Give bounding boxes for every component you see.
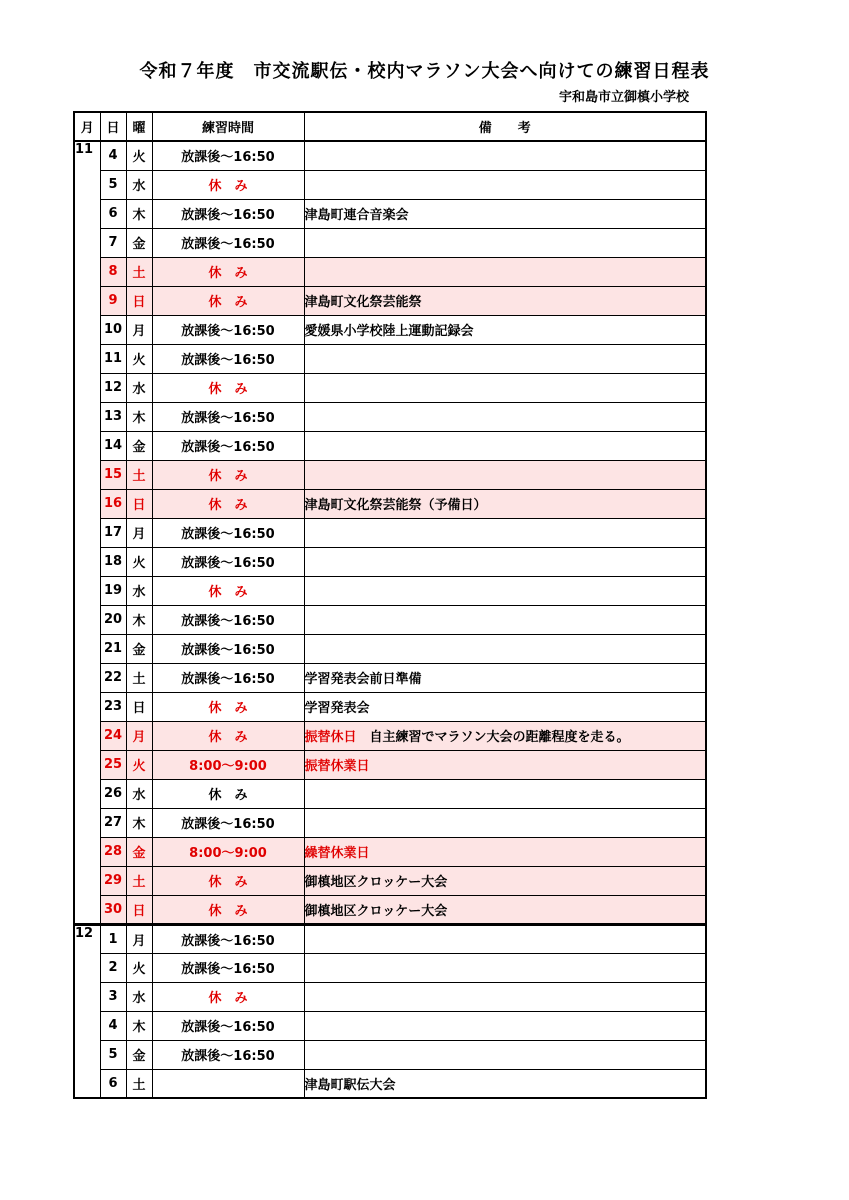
weekday-cell: 日	[126, 286, 152, 315]
weekday-cell: 水	[126, 170, 152, 199]
day-cell: 4	[100, 1011, 126, 1040]
remarks-cell: 愛媛県小学校陸上運動記録会	[304, 315, 706, 344]
day-cell: 17	[100, 518, 126, 547]
day-cell: 9	[100, 286, 126, 315]
practice-time-cell: 休 み	[152, 170, 304, 199]
table-row	[74, 895, 706, 924]
day-cell: 30	[100, 895, 126, 924]
table-row	[74, 837, 706, 866]
weekday-cell: 土	[126, 460, 152, 489]
remarks-cell	[304, 721, 706, 750]
table-row	[74, 170, 706, 199]
weekday-cell: 火	[126, 750, 152, 779]
table-row	[74, 692, 706, 721]
practice-time-cell: 8:00～9:00	[152, 750, 304, 779]
day-cell: 28	[100, 837, 126, 866]
weekday-cell: 月	[126, 924, 152, 953]
remarks-cell	[304, 460, 706, 489]
table-row	[74, 1040, 706, 1069]
weekday-cell: 金	[126, 1040, 152, 1069]
practice-time-cell: 休 み	[152, 721, 304, 750]
table-row	[74, 1011, 706, 1040]
remarks-cell: 振替休業日	[304, 750, 706, 779]
practice-time-cell: 放課後～16:50	[152, 199, 304, 228]
practice-time-cell: 放課後～16:50	[152, 808, 304, 837]
weekday-cell: 土	[126, 257, 152, 286]
table-row	[74, 982, 706, 1011]
day-cell: 4	[100, 141, 126, 170]
remarks-cell	[304, 141, 706, 170]
remarks-cell: 御槙地区クロッケー大会	[304, 895, 706, 924]
day-cell: 1	[100, 924, 126, 953]
weekday-cell: 日	[126, 692, 152, 721]
practice-time-cell: 放課後～16:50	[152, 1040, 304, 1069]
practice-time-cell: 放課後～16:50	[152, 141, 304, 170]
table-header-row	[74, 112, 706, 141]
table-row	[74, 431, 706, 460]
day-cell: 26	[100, 779, 126, 808]
weekday-cell: 月	[126, 315, 152, 344]
weekday-cell: 水	[126, 576, 152, 605]
remarks-cell	[304, 344, 706, 373]
remarks-cell	[304, 373, 706, 402]
table-row	[74, 866, 706, 895]
day-cell: 19	[100, 576, 126, 605]
practice-time-cell	[152, 1069, 304, 1098]
weekday-cell: 月	[126, 518, 152, 547]
remarks-cell: 学習発表会	[304, 692, 706, 721]
schedule-body	[74, 141, 706, 1098]
header-note: 備 考	[304, 112, 706, 141]
table-row	[74, 750, 706, 779]
remarks-red-part: 振替休日	[304, 730, 357, 745]
day-cell: 14	[100, 431, 126, 460]
weekday-cell: 木	[126, 808, 152, 837]
table-row	[74, 779, 706, 808]
practice-time-cell: 放課後～16:50	[152, 315, 304, 344]
day-cell: 24	[100, 721, 126, 750]
remarks-cell	[304, 402, 706, 431]
remarks-cell	[304, 547, 706, 576]
remarks-cell	[304, 170, 706, 199]
day-cell: 20	[100, 605, 126, 634]
table-row	[74, 663, 706, 692]
practice-time-cell: 放課後～16:50	[152, 431, 304, 460]
weekday-cell: 金	[126, 634, 152, 663]
schedule-table	[73, 111, 707, 1099]
table-row	[74, 257, 706, 286]
table-row	[74, 1069, 706, 1098]
weekday-cell: 木	[126, 1011, 152, 1040]
remarks-cell	[304, 808, 706, 837]
practice-time-cell: 放課後～16:50	[152, 953, 304, 982]
school-name: 宇和島市立御槙小学校	[558, 90, 689, 105]
table-row	[74, 344, 706, 373]
day-cell: 6	[100, 1069, 126, 1098]
table-row	[74, 634, 706, 663]
day-cell: 15	[100, 460, 126, 489]
remarks-cell	[304, 576, 706, 605]
table-row	[74, 547, 706, 576]
weekday-cell: 金	[126, 431, 152, 460]
day-cell: 2	[100, 953, 126, 982]
day-cell: 12	[100, 373, 126, 402]
practice-time-cell: 放課後～16:50	[152, 663, 304, 692]
day-cell: 7	[100, 228, 126, 257]
practice-time-cell: 放課後～16:50	[152, 605, 304, 634]
remarks-cell	[304, 431, 706, 460]
practice-time-cell: 放課後～16:50	[152, 344, 304, 373]
practice-time-cell: 8:00～9:00	[152, 837, 304, 866]
weekday-cell: 金	[126, 228, 152, 257]
remarks-cell	[304, 1011, 706, 1040]
weekday-cell: 金	[126, 837, 152, 866]
remarks-cell	[304, 634, 706, 663]
practice-time-cell: 放課後～16:50	[152, 518, 304, 547]
weekday-cell: 日	[126, 489, 152, 518]
table-row	[74, 605, 706, 634]
day-cell: 23	[100, 692, 126, 721]
practice-time-cell: 休 み	[152, 286, 304, 315]
day-cell: 11	[100, 344, 126, 373]
header-dow: 曜	[126, 112, 152, 141]
table-row	[74, 460, 706, 489]
month-cell: 11	[74, 141, 100, 924]
practice-time-cell: 放課後～16:50	[152, 634, 304, 663]
table-row	[74, 373, 706, 402]
practice-time-cell: 放課後～16:50	[152, 1011, 304, 1040]
remarks-cell	[304, 257, 706, 286]
remarks-cell: 津島町文化祭芸能祭	[304, 286, 706, 315]
day-cell: 5	[100, 1040, 126, 1069]
table-row	[74, 518, 706, 547]
day-cell: 29	[100, 866, 126, 895]
weekday-cell: 日	[126, 895, 152, 924]
page-title: 令和７年度 市交流駅伝・校内マラソン大会へ向けての練習日程表	[139, 61, 710, 82]
day-cell: 25	[100, 750, 126, 779]
table-row	[74, 141, 706, 170]
weekday-cell: 木	[126, 199, 152, 228]
header-day: 日	[100, 112, 126, 141]
weekday-cell: 土	[126, 866, 152, 895]
weekday-cell: 火	[126, 141, 152, 170]
practice-time-cell: 休 み	[152, 692, 304, 721]
table-row	[74, 286, 706, 315]
practice-time-cell: 休 み	[152, 895, 304, 924]
practice-time-cell: 休 み	[152, 779, 304, 808]
day-cell: 5	[100, 170, 126, 199]
table-row	[74, 953, 706, 982]
day-cell: 22	[100, 663, 126, 692]
weekday-cell: 火	[126, 547, 152, 576]
practice-time-cell: 放課後～16:50	[152, 228, 304, 257]
day-cell: 16	[100, 489, 126, 518]
header-month: 月	[74, 112, 100, 141]
remarks-cell: 繰替休業日	[304, 837, 706, 866]
table-row	[74, 924, 706, 953]
remarks-cell: 学習発表会前日準備	[304, 663, 706, 692]
table-row	[74, 402, 706, 431]
remarks-cell	[304, 1040, 706, 1069]
table-row	[74, 808, 706, 837]
remarks-cell	[304, 228, 706, 257]
practice-time-cell: 休 み	[152, 460, 304, 489]
practice-time-cell: 休 み	[152, 982, 304, 1011]
table-row	[74, 576, 706, 605]
remarks-cell: 御槙地区クロッケー大会	[304, 866, 706, 895]
table-row	[74, 489, 706, 518]
weekday-cell: 水	[126, 779, 152, 808]
practice-time-cell: 休 み	[152, 866, 304, 895]
day-cell: 21	[100, 634, 126, 663]
weekday-cell: 月	[126, 721, 152, 750]
remarks-cell	[304, 924, 706, 953]
day-cell: 27	[100, 808, 126, 837]
weekday-cell: 木	[126, 402, 152, 431]
remarks-cell	[304, 953, 706, 982]
table-row	[74, 721, 706, 750]
practice-time-cell: 放課後～16:50	[152, 547, 304, 576]
practice-time-cell: 放課後～16:50	[152, 924, 304, 953]
table-row	[74, 228, 706, 257]
practice-time-cell: 休 み	[152, 576, 304, 605]
remarks-cell	[304, 779, 706, 808]
remarks-cell: 津島町駅伝大会	[304, 1069, 706, 1098]
day-cell: 6	[100, 199, 126, 228]
weekday-cell: 土	[126, 1069, 152, 1098]
weekday-cell: 水	[126, 373, 152, 402]
remarks-cell: 津島町連合音楽会	[304, 199, 706, 228]
month-cell: 12	[74, 924, 100, 1098]
day-cell: 18	[100, 547, 126, 576]
remarks-black-part: 自主練習でマラソン大会の距離程度を走る。	[356, 730, 630, 745]
remarks-cell	[304, 982, 706, 1011]
day-cell: 10	[100, 315, 126, 344]
day-cell: 13	[100, 402, 126, 431]
remarks-cell	[304, 605, 706, 634]
practice-time-cell: 休 み	[152, 489, 304, 518]
weekday-cell: 木	[126, 605, 152, 634]
remarks-cell	[304, 518, 706, 547]
weekday-cell: 火	[126, 953, 152, 982]
remarks-cell: 津島町文化祭芸能祭（予備日）	[304, 489, 706, 518]
header-time: 練習時間	[152, 112, 304, 141]
practice-time-cell: 放課後～16:50	[152, 402, 304, 431]
practice-time-cell: 休 み	[152, 257, 304, 286]
weekday-cell: 火	[126, 344, 152, 373]
day-cell: 8	[100, 257, 126, 286]
weekday-cell: 水	[126, 982, 152, 1011]
practice-time-cell: 休 み	[152, 373, 304, 402]
day-cell: 3	[100, 982, 126, 1011]
table-row	[74, 199, 706, 228]
table-row	[74, 315, 706, 344]
weekday-cell: 土	[126, 663, 152, 692]
